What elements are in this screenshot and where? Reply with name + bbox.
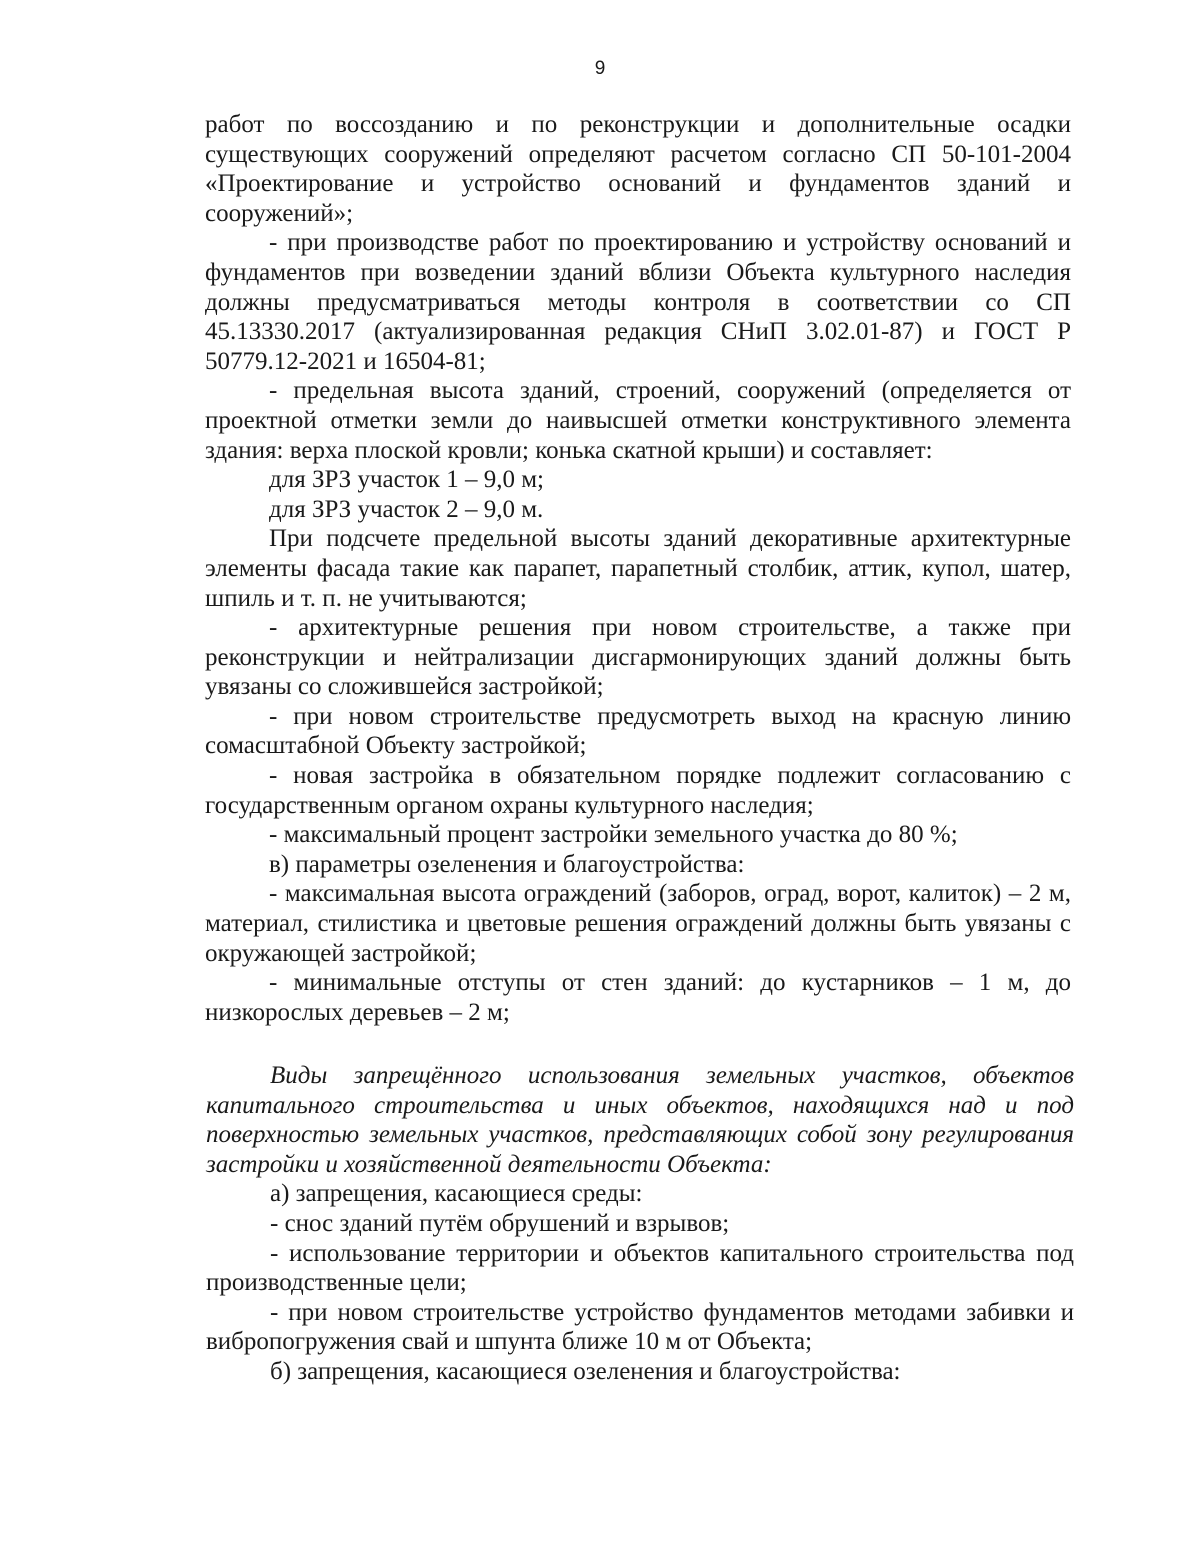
body-text-section-1	[205, 110, 1071, 1027]
paragraph: работ по воссозданию и по реконструкции и дополнительные осадки существующих сооружений определяют расчетом согласно СП 50-101-2004 «Проектирование и устройство оснований и фундаментов зданий и сооружений»;	[205, 111, 1071, 227]
paragraph: - архитектурные решения при новом строительстве, а также при реконструкции и нейтрализации дисгармонирующих зданий должны быть увязаны со сложившейся застройкой;	[205, 614, 1071, 701]
paragraph: - при производстве работ по проектированию и устройству оснований и фундаментов при возведении зданий вблизи Объекта культурного наследия должны предусматриваться методы контроля в соответствии со СП 45.13330.2017 (актуализированная редакция СНиП 3.02.01-87) и ГОСТ Р 50779.12-2021 и 16504-81;	[205, 229, 1071, 375]
section-heading: Виды запрещённого использования земельных участков, объектов капитального строительства и иных объектов, находящихся над и под поверхностью земельных участков, представляющих собой зону регулирования застройки и хозяйственной деятельности Объекта:	[206, 1062, 1074, 1178]
paragraph: - новая застройка в обязательном порядке подлежит согласованию с государственным органом охраны культурного наследия;	[205, 762, 1071, 819]
paragraph: - максимальный процент застройки земельного участка до 80 %;	[269, 821, 958, 849]
paragraph: - при новом строительстве устройство фундаментов методами забивки и вибропогружения свай и шпунта ближе 10 м от Объекта;	[206, 1298, 1074, 1356]
paragraph: для ЗРЗ участок 1 – 9,0 м;	[269, 466, 544, 494]
paragraph: - использование территории и объектов капитального строительства под производственные цели;	[206, 1239, 1074, 1297]
paragraph: - снос зданий путём обрушений и взрывов;	[270, 1209, 730, 1237]
paragraph: в) параметры озеленения и благоустройства:	[269, 850, 745, 878]
paragraph: - предельная высота зданий, строений, сооружений (определяется от проектной отметки земли до наивысшей отметки конструктивного элемента здания: верха плоской кровли; конька скатной крыши) и составляет:	[205, 377, 1071, 464]
paragraph: - минимальные отступы от стен зданий: до кустарников – 1 м, до низкорослых деревьев – 2 м;	[205, 969, 1071, 1026]
paragraph: - при новом строительстве предусмотреть выход на красную линию сомасштабной Объекту застройкой;	[205, 702, 1071, 760]
paragraph: б) запрещения, касающиеся озеленения и благоустройства:	[270, 1357, 901, 1385]
paragraph: При подсчете предельной высоты зданий декоративные архитектурные элементы фасада такие как парапет, парапетный столбик, аттик, купол, шатер, шпиль и т. п. не учитываются;	[205, 525, 1071, 612]
paragraph: а) запрещения, касающиеся среды:	[270, 1180, 643, 1208]
paragraph: для ЗРЗ участок 2 – 9,0 м.	[269, 495, 544, 523]
body-text-section-2	[206, 1061, 1074, 1387]
paragraph: - максимальная высота ограждений (заборов, оград, ворот, калиток) – 2 м, материал, стилистика и цветовые решения ограждений должны быть увязаны с окружающей застройкой;	[205, 880, 1071, 967]
page-number: 9	[594, 58, 606, 79]
